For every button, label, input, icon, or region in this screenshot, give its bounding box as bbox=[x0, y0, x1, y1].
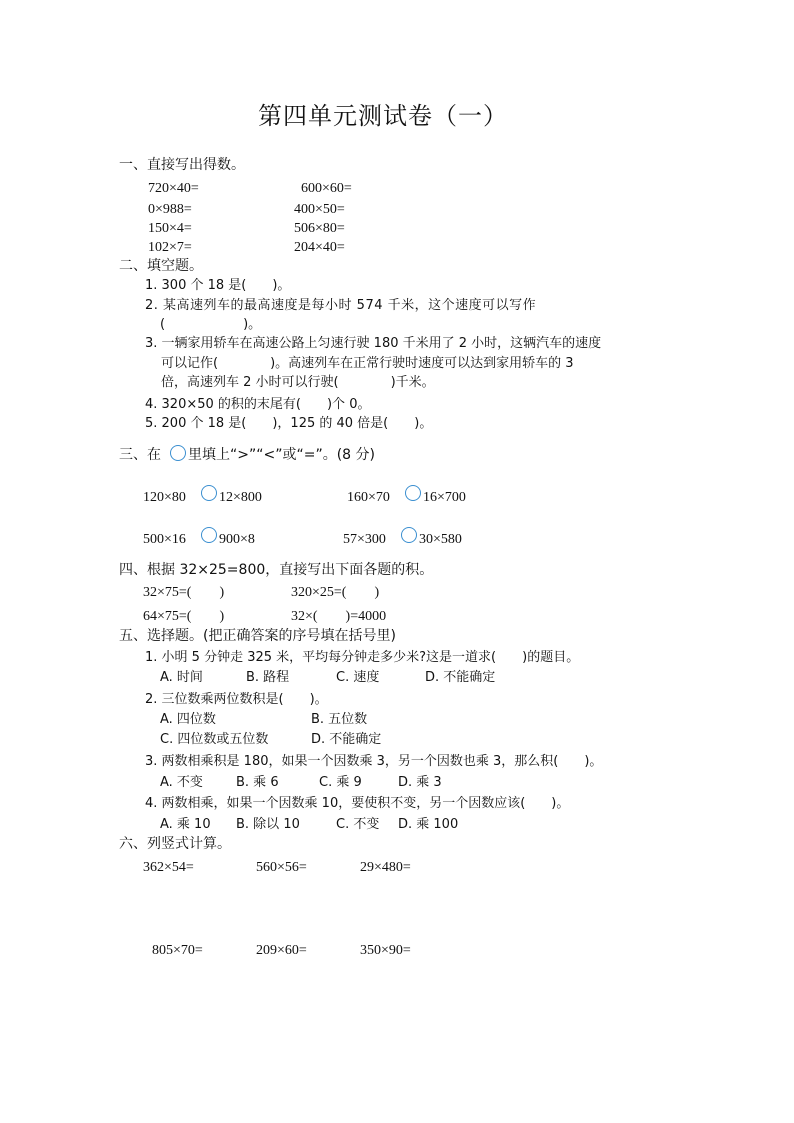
choice-option: C. 速度 bbox=[336, 670, 380, 685]
choice-option: B. 乘 6 bbox=[236, 775, 279, 790]
section-2-heading: 二、填空题。 bbox=[119, 258, 203, 274]
fill-question-3-line3: 倍，高速列车 2 小时可以行驶( )千米。 bbox=[161, 375, 435, 390]
compare-circle-icon[interactable] bbox=[401, 527, 417, 543]
compare-circle-icon[interactable] bbox=[201, 527, 217, 543]
choice-option: B. 五位数 bbox=[311, 712, 368, 727]
page-title: 第四单元测试卷（一） bbox=[258, 102, 508, 130]
compare-circle-icon[interactable] bbox=[201, 485, 217, 501]
section-3-heading: 三、在 bbox=[119, 447, 161, 463]
choice-question-3: 3. 两数相乘积是 180，如果一个因数乘 3，另一个因数也乘 3，那么积( )。 bbox=[145, 754, 603, 769]
product-item: 32×( )=4000 bbox=[291, 609, 387, 624]
choice-question-2: 2. 三位数乘两位数积是( )。 bbox=[145, 692, 328, 707]
compare-left: 500×16 bbox=[143, 532, 186, 547]
calc-item: 600×60= bbox=[301, 181, 352, 196]
choice-option: C. 不变 bbox=[336, 817, 380, 832]
vertical-calc-item: 560×56= bbox=[256, 860, 307, 875]
compare-circle-icon bbox=[170, 445, 186, 461]
fill-question-5: 5. 200 个 18 是( )，125 的 40 倍是( )。 bbox=[145, 416, 433, 431]
section-1-heading: 一、直接写出得数。 bbox=[119, 157, 245, 173]
choice-option: D. 不能确定 bbox=[311, 732, 382, 747]
choice-question-1: 1. 小明 5 分钟走 325 米，平均每分钟走多少米?这是一道求( )的题目。 bbox=[145, 650, 580, 665]
calc-item: 150×4= bbox=[148, 221, 192, 236]
vertical-calc-item: 209×60= bbox=[256, 943, 307, 958]
choice-option: A. 不变 bbox=[160, 775, 203, 790]
section-4-heading: 四、根据 32×25=800，直接写出下面各题的积。 bbox=[119, 562, 434, 578]
product-item: 32×75=( ) bbox=[143, 585, 225, 600]
compare-right: 12×800 bbox=[219, 490, 262, 505]
calc-item: 720×40= bbox=[148, 181, 199, 196]
product-item: 320×25=( ) bbox=[291, 585, 380, 600]
choice-option: B. 路程 bbox=[246, 670, 290, 685]
section-6-heading: 六、列竖式计算。 bbox=[119, 836, 231, 852]
choice-question-4: 4. 两数相乘，如果一个因数乘 10，要使积不变，另一个因数应该( )。 bbox=[145, 796, 570, 811]
fill-question-2-blank: ( )。 bbox=[160, 317, 262, 332]
vertical-calc-item: 805×70= bbox=[152, 943, 203, 958]
choice-option: B. 除以 10 bbox=[236, 817, 300, 832]
vertical-calc-item: 350×90= bbox=[360, 943, 411, 958]
choice-option: A. 四位数 bbox=[160, 712, 216, 727]
product-item: 64×75=( ) bbox=[143, 609, 225, 624]
compare-right: 900×8 bbox=[219, 532, 255, 547]
compare-left: 57×300 bbox=[343, 532, 386, 547]
fill-question-3: 3. 一辆家用轿车在高速公路上匀速行驶 180 千米用了 2 小时，这辆汽车的速度 bbox=[145, 336, 602, 351]
fill-question-3-line2: 可以记作( )。高速列车在正常行驶时速度可以达到家用轿车的 3 bbox=[161, 356, 574, 371]
calc-item: 506×80= bbox=[294, 221, 345, 236]
compare-left: 120×80 bbox=[143, 490, 186, 505]
calc-item: 102×7= bbox=[148, 240, 192, 255]
compare-right: 30×580 bbox=[419, 532, 462, 547]
section-5-heading: 五、选择题。(把正确答案的序号填在括号里) bbox=[119, 628, 396, 644]
fill-question-2: 2. 某高速列车的最高速度是每小时 574 千米，这个速度可以写作 bbox=[145, 298, 537, 313]
fill-question-4: 4. 320×50 的积的末尾有( )个 0。 bbox=[145, 397, 371, 412]
choice-option: D. 乘 100 bbox=[398, 817, 459, 832]
choice-option: C. 四位数或五位数 bbox=[160, 732, 269, 747]
choice-option: A. 乘 10 bbox=[160, 817, 211, 832]
choice-option: D. 不能确定 bbox=[425, 670, 496, 685]
compare-left: 160×70 bbox=[347, 490, 390, 505]
choice-option: C. 乘 9 bbox=[319, 775, 362, 790]
choice-option: A. 时间 bbox=[160, 670, 203, 685]
compare-right: 16×700 bbox=[423, 490, 466, 505]
calc-item: 204×40= bbox=[294, 240, 345, 255]
vertical-calc-item: 29×480= bbox=[360, 860, 411, 875]
compare-circle-icon[interactable] bbox=[405, 485, 421, 501]
calc-item: 0×988= bbox=[148, 202, 192, 217]
calc-item: 400×50= bbox=[294, 202, 345, 217]
choice-option: D. 乘 3 bbox=[398, 775, 442, 790]
section-3-heading-rest: 里填上“>”“<”或“=”。(8 分) bbox=[188, 447, 375, 463]
vertical-calc-item: 362×54= bbox=[143, 860, 194, 875]
fill-question-1: 1. 300 个 18 是( )。 bbox=[145, 278, 291, 293]
